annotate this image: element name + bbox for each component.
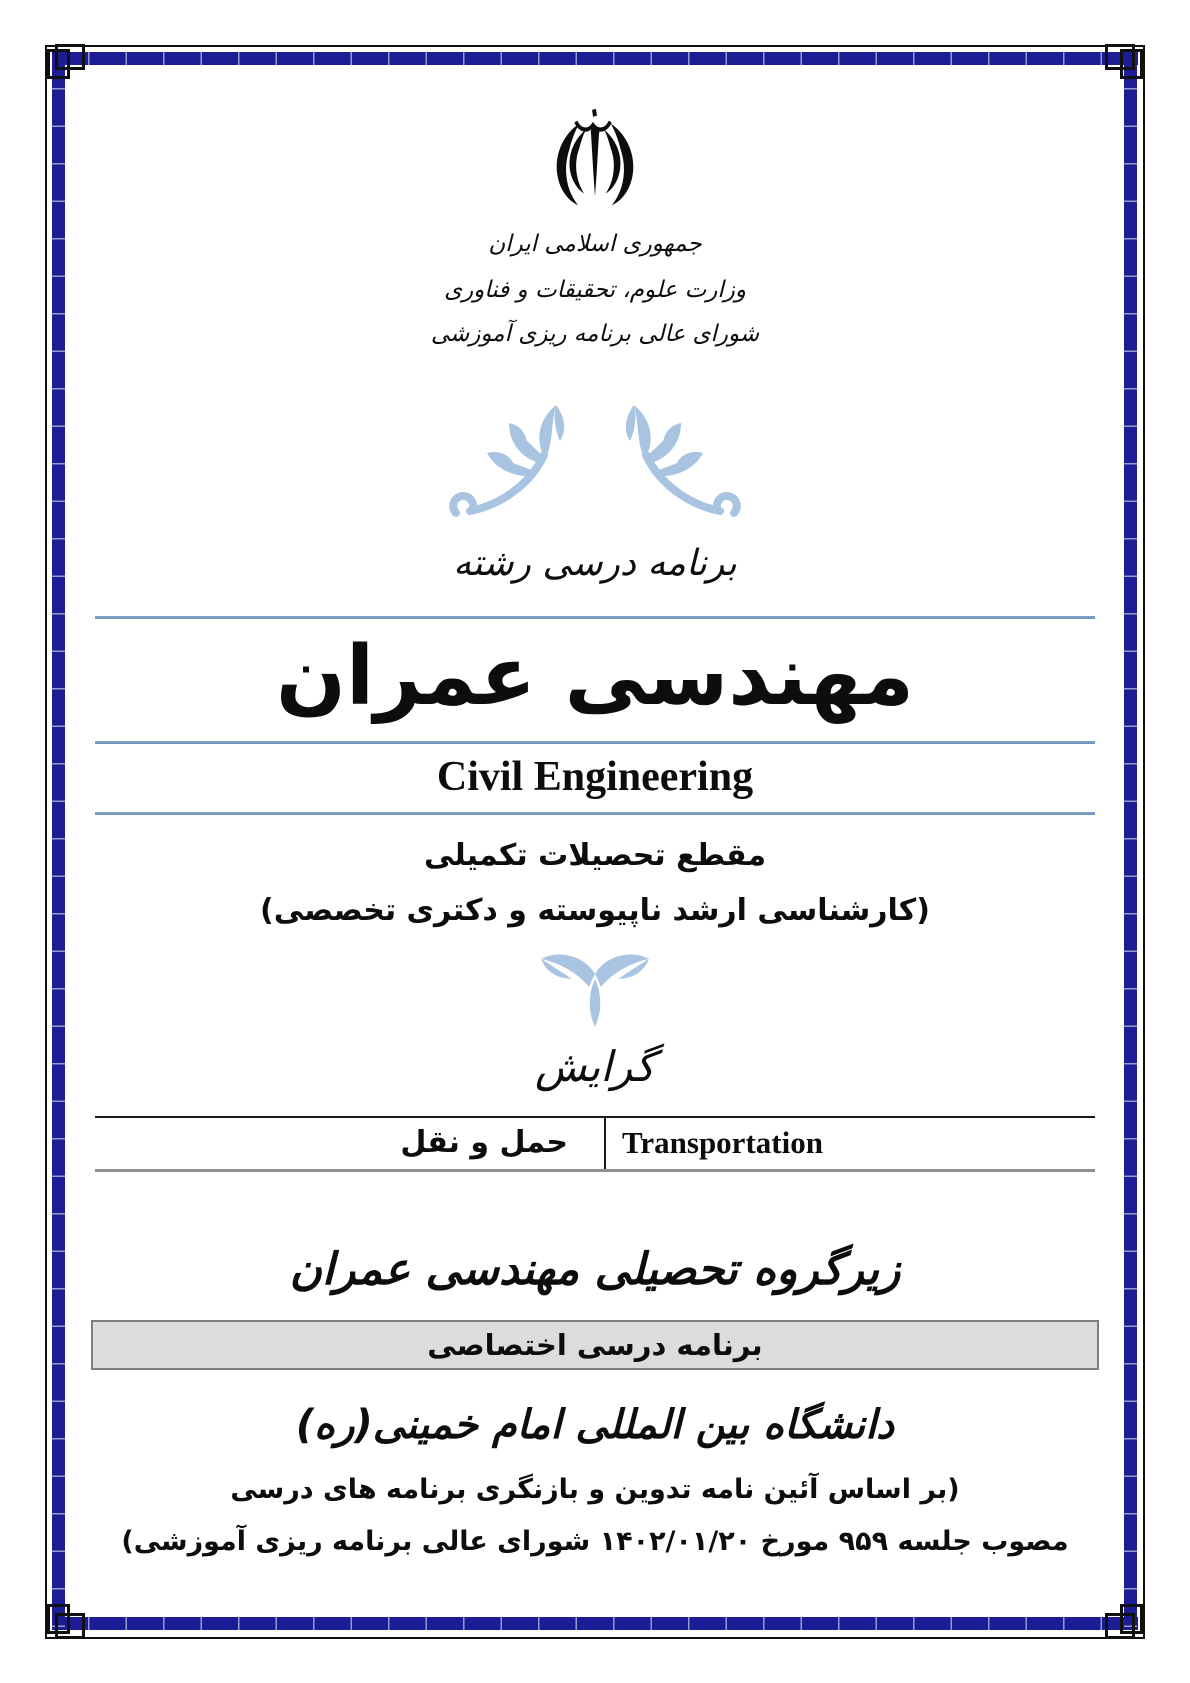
orientation-cell-fa: حمل و نقل [400,1125,568,1160]
field-title-fa: مهندسی عمران [276,629,914,724]
divider-rule [95,741,1095,744]
university-line: دانشگاه بین المللی امام خمینی(ره) [295,1402,895,1448]
org-line-council: شورای عالی برنامه ریزی آموزشی [430,321,760,347]
org-line-country: جمهوری اسلامی ایران [488,231,702,257]
frame-band-bottom [52,1617,1138,1630]
iran-national-emblem-icon [95,103,1095,223]
field-title-en: Civil Engineering [436,754,754,800]
floral-sprig-icon [95,946,1095,1032]
frame-band-right [1124,52,1137,1630]
org-line-ministry: وزارت علوم، تحقیقات و فناوری [444,277,746,303]
level-detail-line: (کارشناسی ارشد ناپیوسته و دکتری تخصصی) [260,893,930,928]
floral-flourish-icon [95,392,1095,532]
curriculum-banner: برنامه درسی اختصاصی [91,1320,1099,1370]
frame-band-top [52,52,1138,65]
orientation-cell-en: Transportation [622,1125,823,1160]
frame-band-left [52,52,65,1630]
corner-knot-icon [1102,41,1146,85]
level-line: مقطع تحصیلات تکمیلی [423,838,767,873]
corner-knot-icon [1102,1598,1146,1642]
subgroup-line: زیرگروه تحصیلی مهندسی عمران [289,1244,901,1295]
corner-knot-icon [44,41,88,85]
corner-knot-icon [44,1598,88,1642]
program-label: برنامه درسی رشته [453,543,737,584]
table-bottom-border [95,1169,1095,1172]
orientation-label: گرایش [534,1042,656,1091]
approval-line-1: (بر اساس آئین نامه تدوین و بازنگری برنامه های درسی [230,1474,960,1505]
approval-line-2: مصوب جلسه ۹۵۹ مورخ ۱۴۰۲/۰۱/۲۰ شورای عالی برنامه ریزی آموزشی) [121,1526,1069,1557]
divider-rule [95,812,1095,815]
